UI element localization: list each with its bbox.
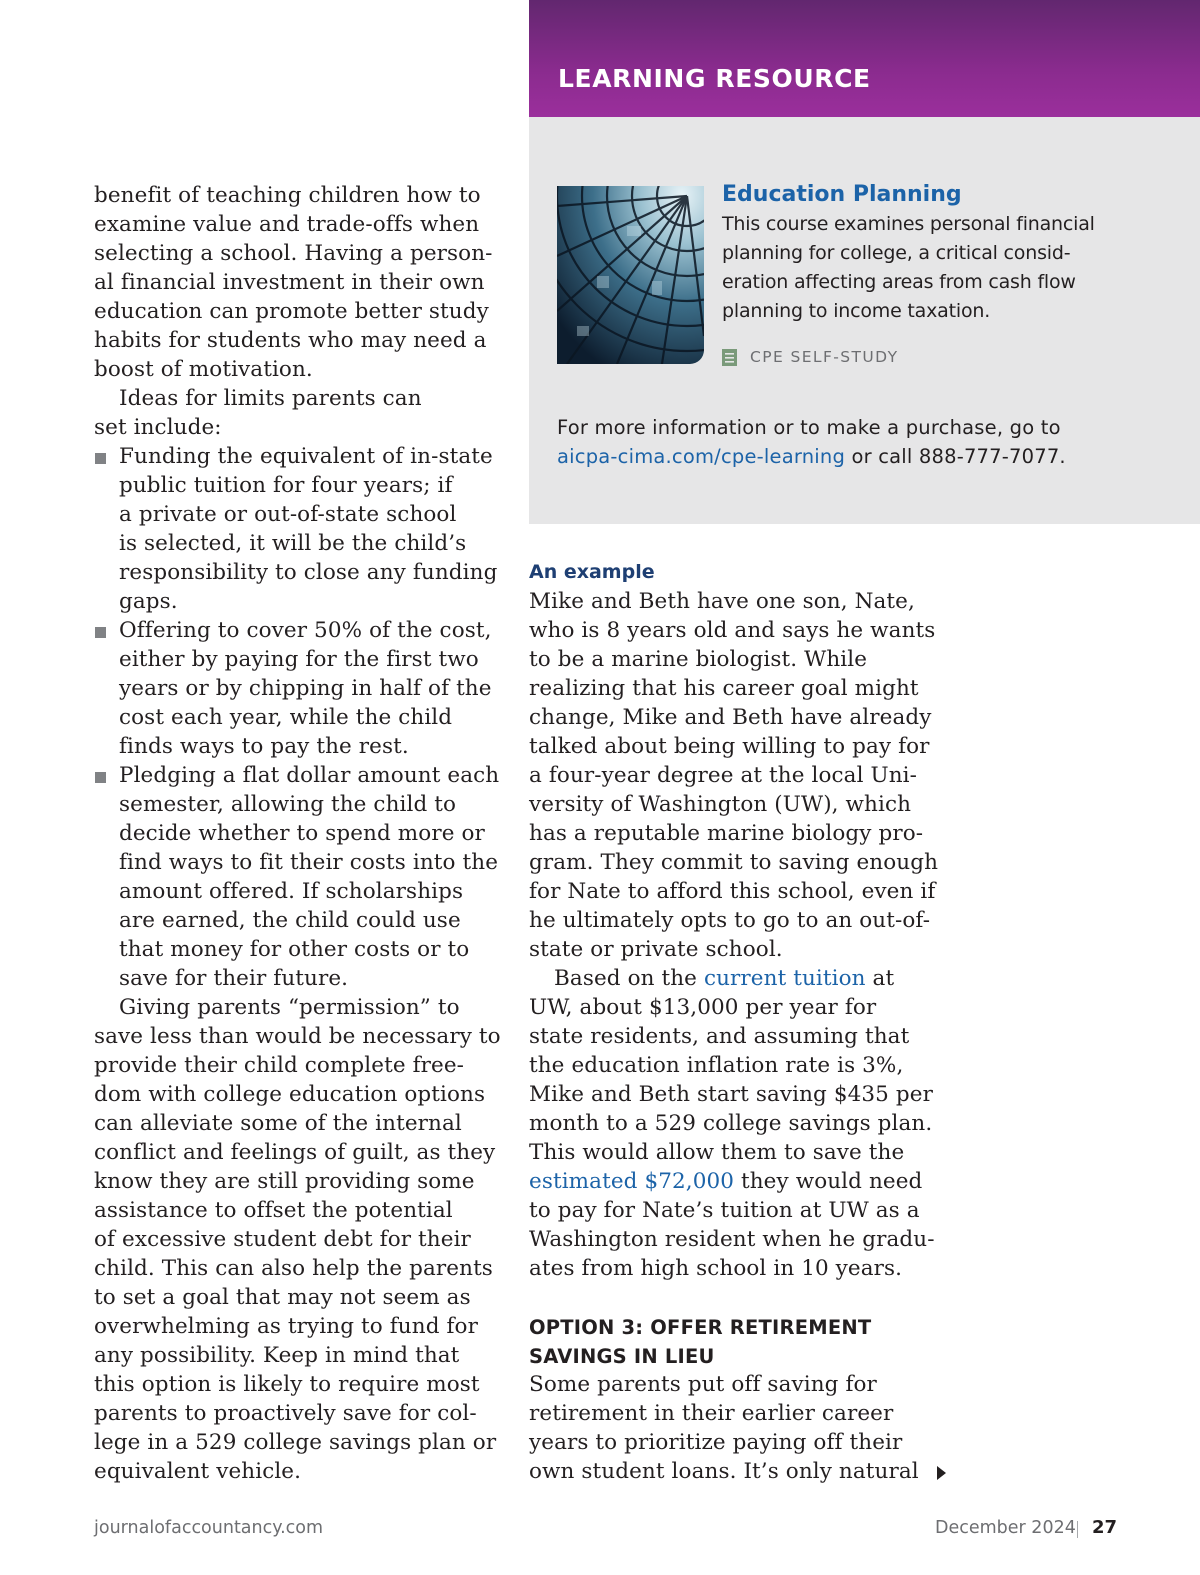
body-line: has a reputable marine biology pro- (529, 821, 924, 846)
body-line: child. This can also help the parents (94, 1256, 493, 1281)
body-line: assistance to offset the potential (94, 1198, 453, 1223)
body-line: Mike and Beth start saving $435 per (529, 1082, 933, 1107)
bullet-line: is selected, it will be the child’s (119, 531, 467, 556)
learning-resource-banner (529, 0, 1200, 117)
body-line: provide their child complete free- (94, 1053, 465, 1078)
body-line: to be a marine biologist. While (529, 647, 868, 672)
bullet-line: a private or out-of-state school (119, 502, 457, 527)
document-icon (722, 349, 737, 366)
arrow-right-icon (937, 1466, 946, 1480)
bullet-line: responsibility to close any funding (119, 560, 498, 585)
body-line: the education inflation rate is 3%, (529, 1053, 904, 1078)
body-line: own student loans. It’s only natural (529, 1459, 919, 1484)
body-line: month to a 529 college savings plan. (529, 1111, 933, 1136)
footer-divider (1077, 1521, 1078, 1538)
body-line: conflict and feelings of guilt, as they (94, 1140, 496, 1165)
bullet-marker (95, 453, 106, 464)
body-line: Giving parents “permission” to (119, 995, 460, 1020)
footer-date: December 2024 (935, 1518, 1076, 1538)
body-line: Some parents put off saving for (529, 1372, 877, 1397)
body-line: who is 8 years old and says he wants (529, 618, 936, 643)
bullet-line: years or by chipping in half of the (119, 676, 492, 701)
page-number: 27 (1092, 1517, 1118, 1538)
section-heading: SAVINGS IN LIEU (529, 1345, 715, 1368)
bullet-line: that money for other costs or to (119, 937, 470, 962)
estimated-cost-link[interactable]: estimated $72,000 (529, 1169, 735, 1194)
body-line: talked about being willing to pay for (529, 734, 930, 759)
body-line: Mike and Beth have one son, Nate, (529, 589, 915, 614)
bullet-line: are earned, the child could use (119, 908, 461, 933)
body-line: can alleviate some of the internal (94, 1111, 462, 1136)
bullet-line: cost each year, while the child (119, 705, 453, 730)
body-line: for Nate to afford this school, even if (529, 879, 936, 904)
course-description-line: planning for college, a critical consid- (722, 242, 1071, 264)
body-line: Ideas for limits parents can (119, 386, 422, 411)
body-line: a four-year degree at the local Uni- (529, 763, 917, 788)
bullet-line: save for their future. (119, 966, 349, 991)
body-line: of excessive student debt for their (94, 1227, 471, 1252)
body-text: Based on the (554, 966, 704, 991)
course-thumbnail-image (557, 186, 704, 364)
body-line: retirement in their earlier career (529, 1401, 894, 1426)
body-line: change, Mike and Beth have already (529, 705, 932, 730)
body-line: al financial investment in their own (94, 270, 485, 295)
body-line: this option is likely to require most (94, 1372, 480, 1397)
bullet-line: Pledging a flat dollar amount each (119, 763, 500, 788)
section-heading: OPTION 3: OFFER RETIREMENT (529, 1316, 872, 1339)
body-line: boost of motivation. (94, 357, 313, 382)
body-line: he ultimately opts to go to an out-of- (529, 908, 931, 933)
body-line: overwhelming as trying to fund for (94, 1314, 478, 1339)
cpe-learning-link[interactable]: aicpa-cima.com/cpe-learning (557, 445, 846, 468)
bullet-line: Funding the equivalent of in-state (119, 444, 493, 469)
footer-site: journalofaccountancy.com (94, 1518, 324, 1538)
bullet-line: finds ways to pay the rest. (119, 734, 409, 759)
body-line: parents to proactively save for col- (94, 1401, 477, 1426)
body-line: know they are still providing some (94, 1169, 475, 1194)
body-line: examine value and trade-offs when (94, 212, 480, 237)
body-line: dom with college education options (94, 1082, 486, 1107)
course-type (722, 348, 898, 366)
info-contact-line (557, 445, 1066, 468)
body-line: save less than would be necessary to (94, 1024, 501, 1049)
bullet-line: find ways to fit their costs into the (119, 850, 499, 875)
bullet-line: public tuition for four years; if (119, 473, 453, 498)
course-title[interactable]: Education Planning (722, 182, 962, 207)
bullet-marker (95, 772, 106, 783)
body-line: to set a goal that may not seem as (94, 1285, 471, 1310)
learning-resource-title: LEARNING RESOURCE (558, 64, 871, 93)
body-line: Washington resident when he gradu- (529, 1227, 935, 1252)
body-text: at (865, 966, 895, 991)
body-line: UW, about $13,000 per year for (529, 995, 877, 1020)
body-line: ates from high school in 10 years. (529, 1256, 903, 1281)
current-tuition-link[interactable]: current tuition (703, 966, 866, 991)
body-line: years to prioritize paying off their (529, 1430, 903, 1455)
body-line: any possibility. Keep in mind that (94, 1343, 460, 1368)
body-line: state residents, and assuming that (529, 1024, 910, 1049)
info-text: For more information or to make a purchase, go to (557, 416, 1061, 439)
body-line: benefit of teaching children how to (94, 183, 481, 208)
info-phone: or call 888-777-7077. (845, 445, 1066, 468)
bullet-line: semester, allowing the child to (119, 792, 457, 817)
bullet-marker (95, 627, 106, 638)
course-description-line: This course examines personal financial (722, 213, 1095, 235)
body-line: versity of Washington (UW), which (529, 792, 912, 817)
body-line: set include: (94, 415, 222, 440)
bullet-line: amount offered. If scholarships (119, 879, 464, 904)
course-type-label: CPE SELF-STUDY (750, 348, 899, 366)
body-line: selecting a school. Having a person- (94, 241, 493, 266)
body-text: they would need (734, 1169, 923, 1194)
body-line: lege in a 529 college savings plan or (94, 1430, 497, 1455)
body-line: habits for students who may need a (94, 328, 487, 353)
body-line: This would allow them to save the (529, 1140, 905, 1165)
body-line: state or private school. (529, 937, 783, 962)
bullet-line: gaps. (119, 589, 178, 614)
bullet-line: Offering to cover 50% of the cost, (119, 618, 492, 643)
body-line (554, 964, 894, 993)
course-description-line: eration affecting areas from cash flow (722, 271, 1076, 293)
learning-resource-panel (529, 117, 1200, 524)
body-line: gram. They commit to saving enough (529, 850, 939, 875)
body-line: education can promote better study (94, 299, 489, 324)
example-heading: An example (529, 561, 655, 583)
bullet-line: either by paying for the first two (119, 647, 479, 672)
body-line: realizing that his career goal might (529, 676, 919, 701)
body-line (529, 1167, 922, 1196)
body-line: equivalent vehicle. (94, 1459, 302, 1484)
course-description-line: planning to income taxation. (722, 300, 991, 322)
body-line: to pay for Nate’s tuition at UW as a (529, 1198, 920, 1223)
bullet-line: decide whether to spend more or (119, 821, 485, 846)
